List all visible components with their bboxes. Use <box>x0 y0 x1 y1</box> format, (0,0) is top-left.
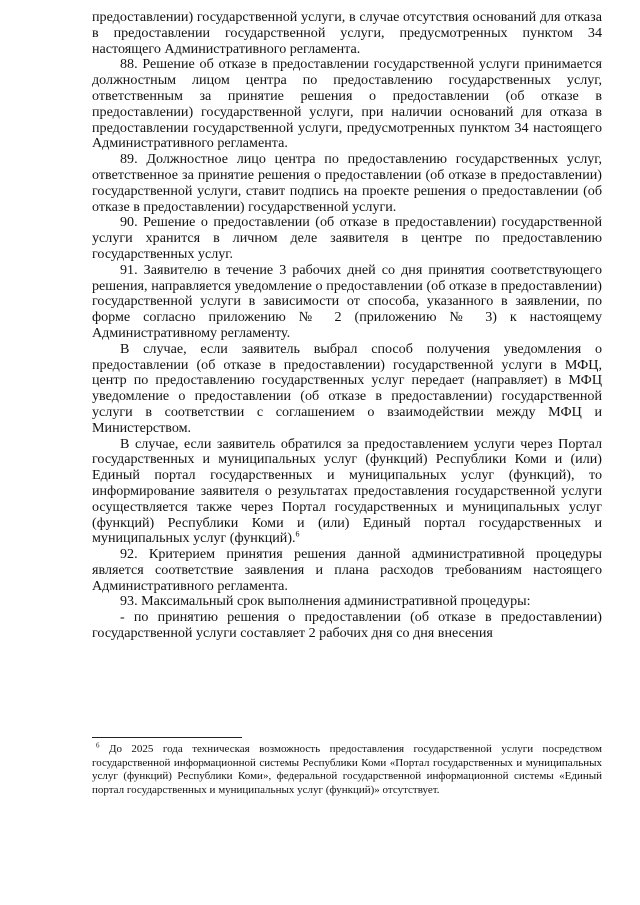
paragraph-93: 93. Максимальный срок выполнения административной процедуры: <box>120 593 531 610</box>
paragraph-portal-notice <box>92 437 602 548</box>
portal-notice-text: В случае, если заявитель обратился за предоставлением услуги через Портал государственных и муниципальных услуг (функций) Республики Коми и (или) Единый портал государственных и муниципальных услуг (функций), то информирование заявителя о результатах предоставления государственной услуги осуществляется также через Портал государственных и муниципальных услуг (функций) Республики Коми и (или) Единый портал государственных и муниципальных услуг (функций). <box>92 435 602 547</box>
paragraph-90: 90. Решение о предоставлении (об отказе в предоставлении) государственной услуги хранится в личном деле заявителя в центре по предоставлению государственных услуг. <box>92 214 602 262</box>
footnote-reference: 6 <box>295 529 300 539</box>
paragraph-89: 89. Должностное лицо центра по предоставлению государственных услуг, ответственное за принятие решения о предоставлении (об отказе в предоставлении) государственной услуги, ставит подпись на проекте решения о предоставлении (об отказе в предоставлении) государственной услуги. <box>92 151 602 215</box>
paragraph-92: 92. Критерием принятия решения данной административной процедуры является соответствие заявления и плана расходов требованиям настоящего Административного регламента. <box>92 546 602 594</box>
footnote-divider <box>92 737 242 738</box>
paragraph-mfc-notice: В случае, если заявитель выбрал способ получения уведомления о предоставлении (об отказе в предоставлении) государственной услуги в МФЦ, центр по предоставлению государственных услуг передает (направляет) в МФЦ уведомление о предоставлении (об отказе в предоставлении) государственной услуги в соответствии с соглашением о взаимодействии между МФЦ и Министерством. <box>92 340 602 436</box>
paragraph-88: 88. Решение об отказе в предоставлении государственной услуги принимается должностным лицом центра по предоставлению государственных услуг, ответственным за принятие решения о предоставлении (об отказе в предоставлении) государственной услуги, при наличии оснований для отказа в предоставлении государственной услуги, предусмотренных пунктом 34 настоящего Административного регламента. <box>92 56 602 152</box>
footnote-mark: 6 <box>96 741 100 750</box>
footnote-text: До 2025 года техническая возможность предоставления государственной услуги посредством государственной информационной системы Республики Коми «Портал государственных и муниципальных услуг (функций) Республики Коми», федеральной государственной информационной системы «Единый портал государственных и муниципальных услуг (функций)» отсутствует. <box>92 743 602 796</box>
paragraph-91: 91. Заявителю в течение 3 рабочих дней со дня принятия соответствующего решения, направляется уведомление о предоставлении (об отказе в предоставлении) государственной услуги в зависимости от способа, указанного в заявлении, по форме согласно приложению № 2 (приложению № 3) к настоящему Административному регламенту. <box>92 261 602 341</box>
paragraph-continuation: предоставлении) государственной услуги, в случае отсутствия оснований для отказа в предоставлении государственной услуги, предусмотренных пунктом 34 настоящего Административного регламента. <box>92 9 602 57</box>
paragraph-93-item: - по принятию решения о предоставлении (об отказе в предоставлении) государственной услуги составляет 2 рабочих дня со дня внесения <box>92 609 602 642</box>
footnote <box>92 743 602 797</box>
